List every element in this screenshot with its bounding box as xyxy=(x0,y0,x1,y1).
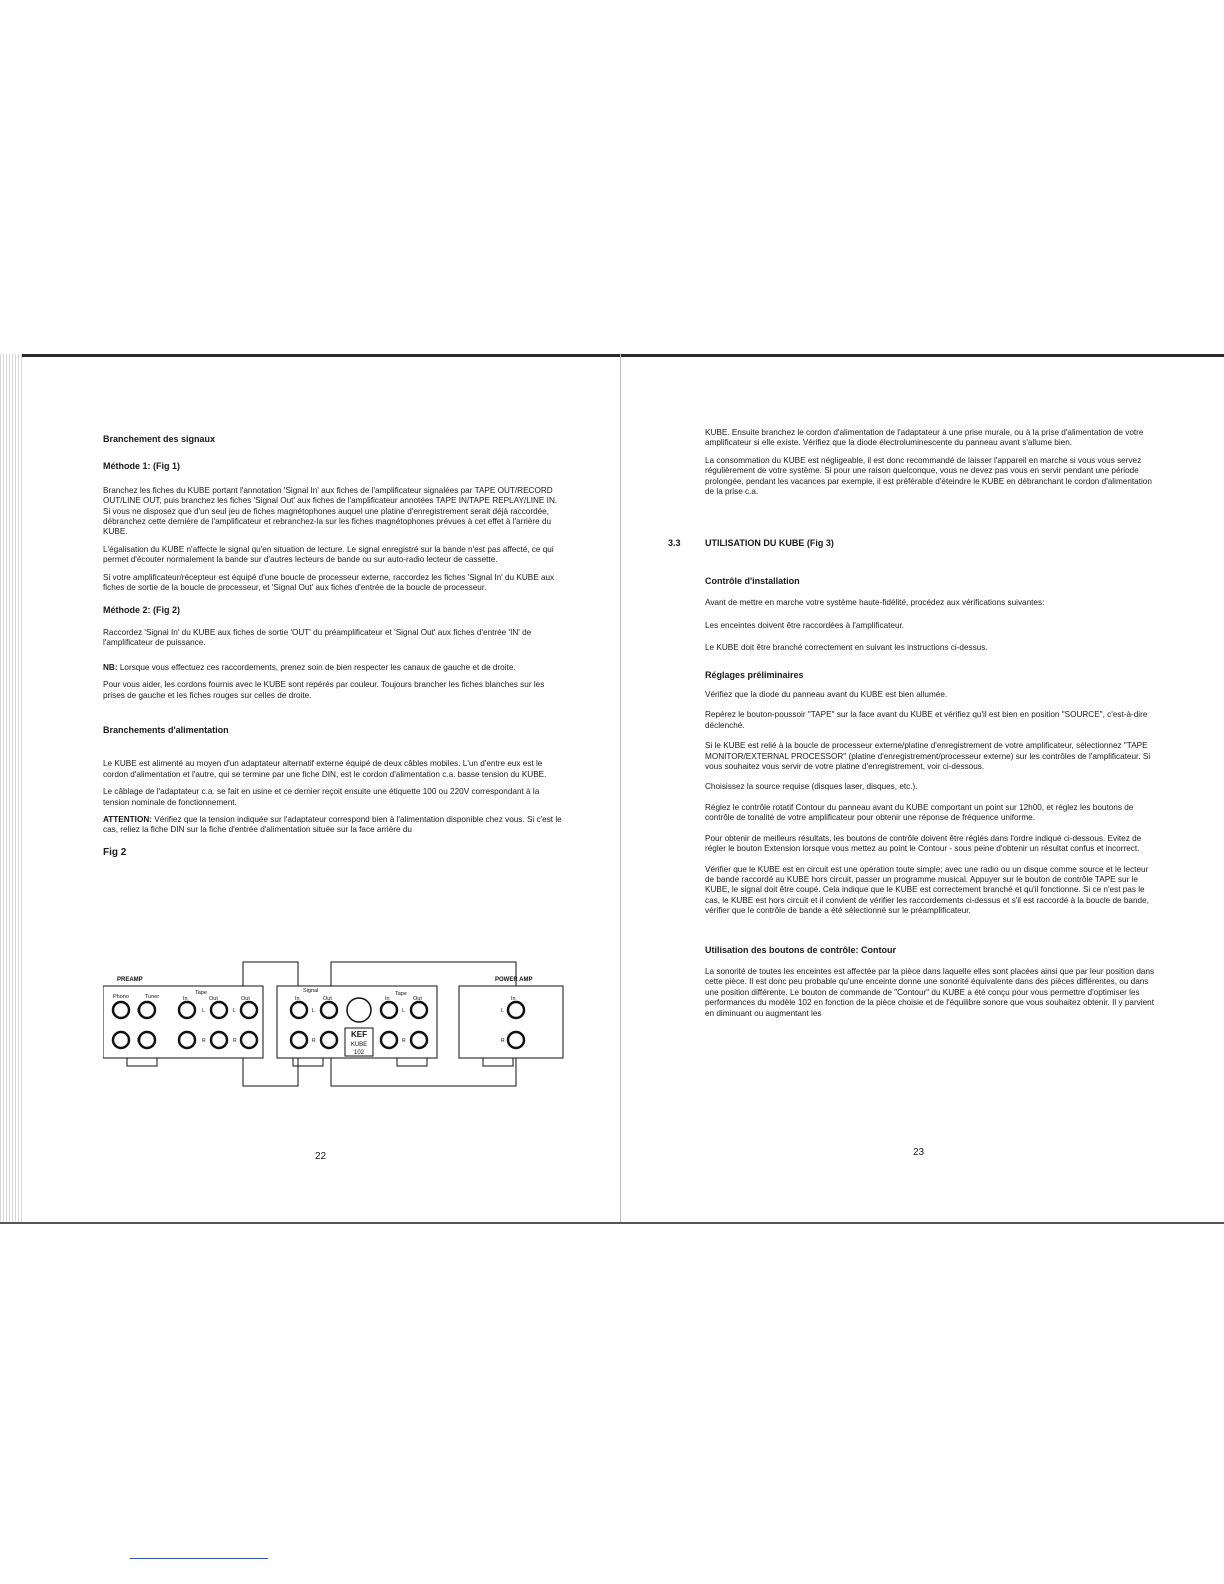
jack xyxy=(291,1032,307,1048)
label-tuner: Tuner xyxy=(145,994,160,1000)
label-signal: Signal xyxy=(303,988,319,994)
label-l: L xyxy=(312,1008,315,1014)
paragraph: Le câblage de l'adaptateur c.a. se fait en usine et ce dernier reçoit ensuite une étiquette 100 ou 220V correspondant à la tension nominale de fonctionnement. xyxy=(103,787,540,807)
label-r: R xyxy=(312,1038,316,1044)
jack xyxy=(411,1032,427,1048)
paragraph: KUBE. Ensuite branchez le cordon d'alimentation de l'adaptateur à une prise murale, ou à la prise d'alimentation de votre amplificateur si elle existe. Vérifiez que la diode électroluminescente du panneau avant s'allume bien. xyxy=(705,428,1144,448)
label-tape: Tape xyxy=(395,991,407,997)
label-r: R xyxy=(202,1038,206,1044)
jack xyxy=(113,1002,129,1018)
cable-kube-to-amp-bottom xyxy=(331,1058,516,1086)
paragraph: Raccordez 'Signal In' du KUBE aux fiches de sortie 'OUT' du préamplificateur et 'Signal Out' aux fiches d'entrée 'IN' de l'amplificateur de puissance. xyxy=(103,627,532,648)
book-spread xyxy=(0,354,1224,1224)
jack xyxy=(321,1032,337,1048)
jack xyxy=(241,1032,257,1048)
nb-label: NB: xyxy=(103,662,118,672)
label-r: R xyxy=(402,1038,406,1044)
page-stack-edge xyxy=(0,354,22,1224)
paragraph: Réglez le contrôle rotatif Contour du panneau avant du KUBE comportant un point sur 12h00, et réglez les boutons de contrôle de tonalité de votre amplificateur pour obtenir une réponse de fréquence uniforme. xyxy=(705,802,1134,823)
jack xyxy=(113,1032,129,1048)
label-l: L xyxy=(233,1008,236,1014)
left-page xyxy=(103,354,563,1224)
right-page xyxy=(668,354,1157,1224)
label-l: L xyxy=(501,1008,504,1014)
figure-label: Fig 2 xyxy=(103,846,127,858)
heading-methode-1: Méthode 1: (Fig 1) xyxy=(103,461,180,472)
paragraph: Branchez les fiches du KUBE portant l'annotation 'Signal In' aux fiches de l'amplificateur signalées par TAPE OUT/RECORD OUT/LINE OUT, puis branchez les fiches 'Signal Out' aux fiches de l'amplificateur annotées TAPE IN/TAPE REPLAY/LINE IN. Si vous ne disposez que d'un seul jeu de fiches magnétophones auquel une platine d'enregistrement serait déjà raccordée, débranchez cette dernière de l'amplificateur et rebranchez-la sur les fiches magnétophones prévues à cet effet à l'arrière du KUBE. xyxy=(103,485,558,537)
jack xyxy=(179,1002,195,1018)
heading-alimentation: Branchements d'alimentation xyxy=(103,724,229,735)
attention-text: Vérifiez que la tension indiquée sur l'adaptateur correspond bien à l'alimentation disponible chez vous. Si c'est le cas, reliez la fiche DIN sur la fiche d'entrée d'alimentation située sur la face arrière du xyxy=(103,814,562,835)
din-socket xyxy=(347,998,371,1022)
label-r: R xyxy=(137,1038,141,1044)
jack xyxy=(411,1002,427,1018)
label-l: L xyxy=(202,1008,205,1014)
cable-kube-to-amp-top xyxy=(331,962,516,986)
paragraph: La consommation du KUBE est négligeable, il est donc recommandé de laisser l'appareil en marche si vous vous servez régulièrement de votre système. Si pour une raison quelconque, vous ne devez pas vous en servir pendant une période prolongée, pendant les vacances par exemple, il est préférable d'éteindre le KUBE en débranchant le cordon d'alimentation de la prise c.a. xyxy=(705,455,1152,497)
label-model: 102 xyxy=(353,1050,365,1056)
label-r: R xyxy=(501,1038,505,1044)
heading-methode-2: Méthode 2: (Fig 2) xyxy=(103,605,180,616)
jack xyxy=(211,1002,227,1018)
label-out: Out xyxy=(413,996,422,1002)
cable-preamp-to-kube-top xyxy=(243,962,298,986)
paragraph: Choisissez la source requise (disques laser, disques, etc.). xyxy=(705,782,918,792)
page-number-right: 23 xyxy=(913,1147,925,1158)
paragraph: Le KUBE est alimenté au moyen d'un adaptateur alternatif externe équipé de deux câbles mobiles. L'un d'entre eux est le cordon d'alimentation et l'autre, qui se termine par une fiche DIN, est le cordon d'alimentation c.a. basse tension du KUBE. xyxy=(103,759,547,779)
label-preamp: PREAMP xyxy=(117,977,143,983)
heading-branchement-signaux: Branchement des signaux xyxy=(103,434,216,444)
label-kube: KUBE xyxy=(350,1042,368,1048)
paragraph: Vérifier que le KUBE est en circuit est une opération toute simple; avec une radio ou un disque comme source et le lecteur de bande raccordé au KUBE hors circuit, passer un programme musical. Appuyer sur le bouton de contrôle TAPE sur le KUBE, le signal doit être coupé. Cela indique que le KUBE est correctement branché et qu'il fonctionne. Si ce n'est pas le cas, le KUBE est hors circuit et il convient de vérifier les raccordements ci-dessus et s'il est raccordé à la boucle de bande, vérifier que le contrôle de bande a été sélectionné sur le préamplificateur. xyxy=(705,864,1149,916)
paragraph: Pour vous aider, les cordons fournis avec le KUBE sont repérés par couleur. Toujours brancher les fiches blanches sur les prises de gauche et les fiches rouges sur celles de droite. xyxy=(103,680,545,700)
label-l: L xyxy=(137,1008,140,1014)
jack xyxy=(241,1002,257,1018)
nb-text: Lorsque vous effectuez ces raccordements, prenez soin de bien respecter les canaux de gauche et de droite. xyxy=(117,662,516,672)
label-out: Out xyxy=(209,996,218,1002)
jack xyxy=(508,1032,524,1048)
jack xyxy=(291,1002,307,1018)
label-out: Out xyxy=(241,996,250,1002)
label-l: L xyxy=(402,1008,405,1014)
paragraph: Avant de mettre en marche votre système haute-fidélité, procédez aux vérifications suivantes: xyxy=(705,598,1045,608)
jack xyxy=(139,1032,155,1048)
label-r: R xyxy=(233,1038,237,1044)
paragraph: La sonorité de toutes les enceintes est affectée par la pièce dans laquelle elles sont placées ainsi que par leur position dans cette pièce. Il est donc peu probable qu'une enceinte donne une sonorité équivalente dans des pièces différentes, ou dans une position différente. Le bouton de commande de "Contour" du KUBE a été conçu pour vous permettre d'optimiser les performances du modèle 102 en fonction de la pièce choisie et de l'équilibre sonore que vous souhaitez obtenir. Il y parvient en diminuant ou augmentant les xyxy=(705,966,1155,1018)
heading-contour: Utilisation des boutons de contrôle: Contour xyxy=(705,944,896,955)
label-power-amp: POWER AMP xyxy=(495,977,533,983)
paragraph: Vérifiez que la diode du panneau avant du KUBE est bien allumée. xyxy=(705,690,948,700)
underline-mark xyxy=(130,1558,268,1559)
attention-paragraph xyxy=(103,815,563,836)
jack xyxy=(381,1032,397,1048)
jack xyxy=(179,1032,195,1048)
heading-controle-installation: Contrôle d'installation xyxy=(705,576,800,586)
paragraph: L'égalisation du KUBE n'affecte le signal qu'en situation de lecture. Le signal enregistré sur la bande n'est pas affecté, ce qui permet d'écouter normalement la bande sur d'autres lecteurs de bande ou sur auto-radio lecteur de cassette. xyxy=(103,544,554,565)
label-out: Out xyxy=(323,996,332,1002)
cable-preamp-to-kube-bottom xyxy=(243,1058,298,1086)
spine-divider xyxy=(620,354,621,1224)
label-kef: KEF xyxy=(351,1030,367,1039)
jack xyxy=(211,1032,227,1048)
connection-diagram xyxy=(103,952,573,1112)
label-phono: Phono xyxy=(113,994,129,1000)
jack xyxy=(381,1002,397,1018)
section-title: UTILISATION DU KUBE (Fig 3) xyxy=(705,538,834,548)
label-tape: Tape xyxy=(195,990,207,996)
section-number: 3.3 xyxy=(668,538,681,548)
heading-reglages-preliminaires: Réglages préliminaires xyxy=(705,669,804,680)
label-in: In xyxy=(183,996,188,1002)
paragraph: Le KUBE doit être branché correctement en suivant les instructions ci-dessus. xyxy=(705,643,988,653)
paragraph: Pour obtenir de meilleurs résultats, les boutons de contrôle doivent être réglés dans l'ordre indiqué ci-dessous. Evitez de régler le bouton Extension lorsque vous mettez au point le Contour - sous peine d'obtenir un résultat confus et incorrect. xyxy=(705,833,1142,854)
paragraph: Si votre amplificateur/récepteur est équipé d'une boucle de processeur externe, raccordez les fiches 'Signal In' du KUBE aux fiches de sortie de la boucle de processeur, et 'Signal Out' aux fiches d'entrée de la boucle de processeur. xyxy=(103,572,555,593)
label-in: In xyxy=(511,996,516,1002)
page-number-left: 22 xyxy=(315,1151,327,1162)
paragraph: Repérez le bouton-poussoir "TAPE" sur la face avant du KUBE et vérifiez qu'il est bien en position "SOURCE", c'est-à-dire déclenché. xyxy=(705,710,1148,730)
attention-label: ATTENTION: xyxy=(103,814,152,824)
label-in: In xyxy=(295,996,300,1002)
jack xyxy=(508,1002,524,1018)
jack xyxy=(321,1002,337,1018)
label-in: In xyxy=(385,996,390,1002)
paragraph: Les enceintes doivent être raccordées à l'amplificateur. xyxy=(705,620,905,630)
paragraph: Si le KUBE est relié à la boucle de processeur externe/platine d'enregistrement de votre amplificateur, sélectionnez "TAPE MONITOR/EXTERNAL PROCESSOR" (platine d'enregistrement/processeur externe) sur les contrôles de l'amplificateur. Si vous souhaitez vous servir de votre platine d'enregistrement, voir ci-dessous. xyxy=(705,741,1151,772)
nb-paragraph xyxy=(103,663,563,673)
jack xyxy=(139,1002,155,1018)
